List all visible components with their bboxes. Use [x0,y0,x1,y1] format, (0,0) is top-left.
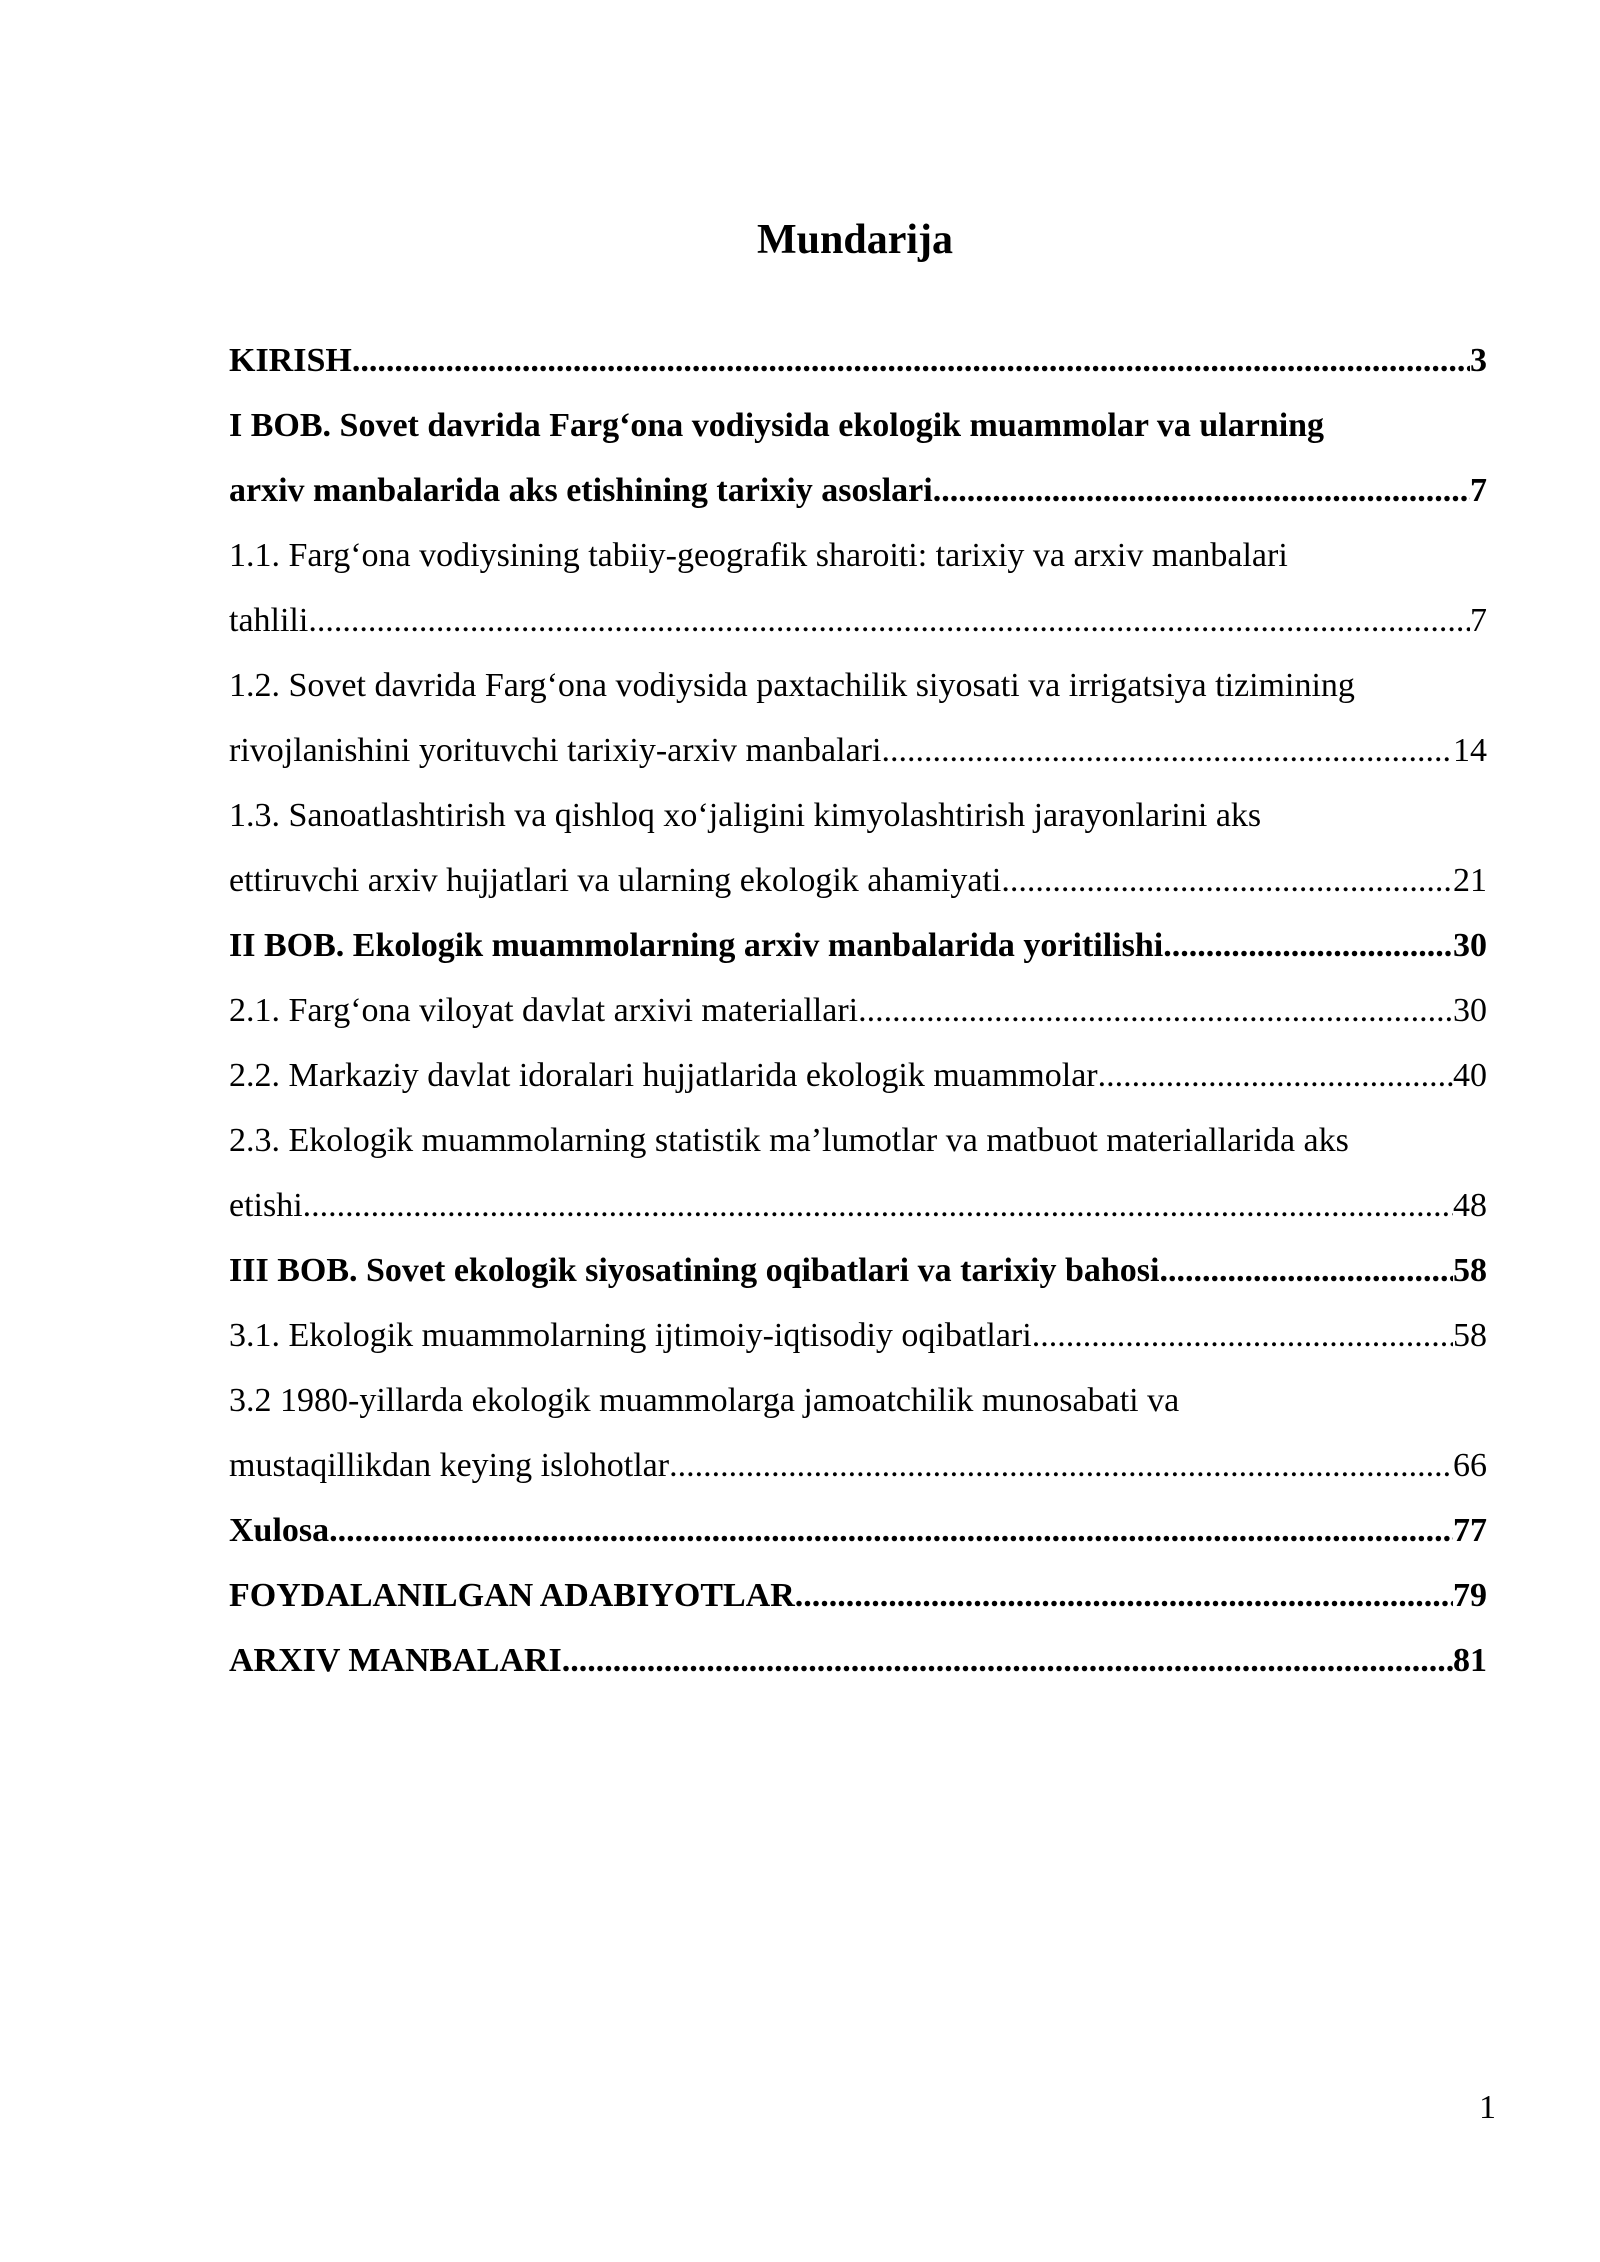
toc-entry-3-1[interactable] [229,1303,1487,1368]
dot-leader [881,718,1453,783]
toc-entry-1-2[interactable] [229,653,1487,718]
toc-entry-title: Xulosa [229,1512,330,1549]
dot-leader [303,1173,1453,1238]
toc-entry-page: 3 [1470,342,1487,379]
dot-leader [1163,913,1453,978]
toc-entry-title: II BOB. Ekologik muammolarning arxiv manbalarida yoritilishi [229,927,1164,964]
toc-entry-3-2-cont[interactable] [229,1433,1487,1498]
toc-entry-chapter-3[interactable] [229,1238,1487,1303]
toc-entry-title: 2.1. Farg‘ona viloyat davlat arxivi materiallari [229,992,859,1029]
toc-entry-title: rivojlanishini yorituvchi tarixiy-arxiv manbalari [229,732,882,769]
toc-entry-xulosa[interactable] [229,1498,1487,1563]
dot-leader [858,978,1453,1043]
toc-entry-3-2[interactable] [229,1368,1487,1433]
dot-leader [1032,1303,1453,1368]
toc-entry-page: 77 [1453,1512,1487,1549]
toc-entry-title: mustaqillikdan keying islohotlar [229,1447,670,1484]
toc-entry-arxiv-manbalari[interactable] [229,1628,1487,1693]
toc-entry-chapter-2[interactable] [229,913,1487,978]
dot-leader [795,1563,1453,1628]
toc-entry-1-3[interactable] [229,783,1487,848]
toc-entry-title: 1.2. Sovet davrida Farg‘ona vodiysida paxtachilik siyosati va irrigatsiya tizimining [229,667,1355,704]
toc-entry-chapter-1[interactable] [229,393,1487,458]
toc-entry-1-1-cont[interactable] [229,588,1487,653]
toc-entry-title: ARXIV MANBALARI [229,1642,562,1679]
toc-entry-title: ettiruvchi arxiv hujjatlari va ularning ekologik ahamiyati [229,862,1002,899]
toc-entry-page: 81 [1453,1642,1487,1679]
toc-entry-1-2-cont[interactable] [229,718,1487,783]
toc-entry-page: 30 [1453,927,1487,964]
toc-entry-page: 21 [1453,862,1487,899]
toc-entry-page: 79 [1453,1577,1487,1614]
toc-entry-kirish[interactable] [229,328,1487,393]
toc-entry-page: 7 [1470,472,1487,509]
dot-leader [1098,1043,1453,1108]
toc-entry-title: I BOB. Sovet davrida Farg‘ona vodiysida ekologik muammolar va ularning [229,407,1325,444]
toc-entry-1-3-cont[interactable] [229,848,1487,913]
dot-leader [562,1628,1453,1693]
dot-leader [933,458,1470,523]
toc-entry-title: arxiv manbalarida aks etishining tarixiy asoslari [229,472,933,509]
toc-entry-page: 58 [1453,1317,1487,1354]
toc-entry-page: 7 [1470,602,1487,639]
dot-leader [352,328,1470,393]
dot-leader [1159,1238,1453,1303]
toc-entry-2-3-cont[interactable] [229,1173,1487,1238]
toc-entry-2-1[interactable] [229,978,1487,1043]
page-title: Mundarija [756,217,953,263]
toc-entry-title: III BOB. Sovet ekologik siyosatining oqibatlari va tarixiy bahosi [229,1252,1160,1289]
toc-entry-title: 3.1. Ekologik muammolarning ijtimoiy-iqtisodiy oqibatlari [229,1317,1032,1354]
dot-leader [308,588,1470,653]
toc-entry-page: 30 [1453,992,1487,1029]
toc-entry-page: 48 [1453,1187,1487,1224]
toc-entry-title: 1.1. Farg‘ona vodiysining tabiiy-geografik sharoiti: tarixiy va arxiv manbalari [229,537,1288,574]
toc-entry-title: etishi [229,1187,303,1224]
table-of-contents [229,328,1487,1693]
toc-entry-title: 3.2 1980-yillarda ekologik muammolarga jamoatchilik munosabati va [229,1382,1180,1419]
toc-entry-title: 1.3. Sanoatlashtirish va qishloq xo‘jaligini kimyolashtirish jarayonlarini aks [229,797,1262,834]
toc-entry-adabiyotlar[interactable] [229,1563,1487,1628]
toc-entry-title: 2.2. Markaziy davlat idoralari hujjatlarida ekologik muammolar [229,1057,1098,1094]
toc-entry-2-3[interactable] [229,1108,1487,1173]
toc-entry-chapter-1-cont[interactable] [229,458,1487,523]
toc-entry-title: FOYDALANILGAN ADABIYOTLAR [229,1577,795,1614]
toc-entry-title: 2.3. Ekologik muammolarning statistik ma’lumotlar va matbuot materiallarida aks [229,1122,1349,1159]
toc-entry-page: 58 [1453,1252,1487,1289]
toc-entry-page: 40 [1453,1057,1487,1094]
toc-entry-title: tahlili [229,602,309,639]
dot-leader [1001,848,1453,913]
toc-entry-page: 66 [1453,1447,1487,1484]
toc-entry-title: KIRISH [229,342,352,379]
toc-entry-page: 14 [1453,732,1487,769]
toc-entry-2-2[interactable] [229,1043,1487,1108]
toc-entry-1-1[interactable] [229,523,1487,588]
dot-leader [329,1498,1453,1563]
dot-leader [669,1433,1453,1498]
page-number: 1 [1479,2089,1496,2126]
